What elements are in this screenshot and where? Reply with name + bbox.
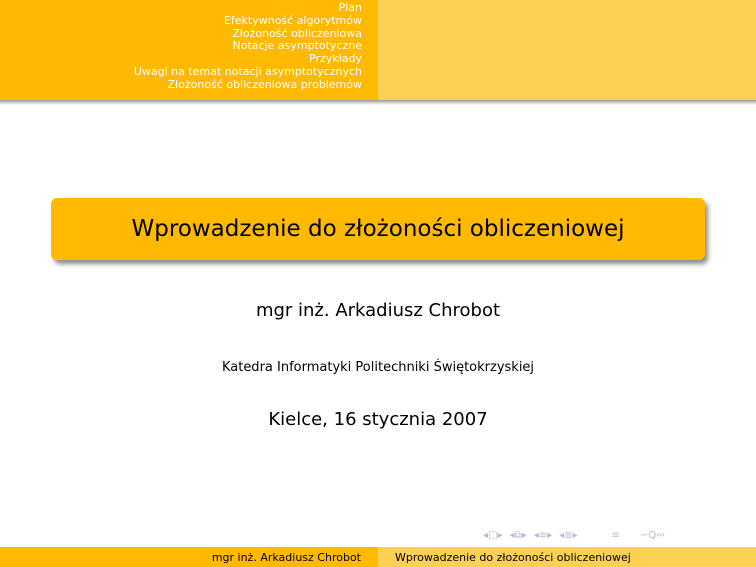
slide-author: mgr inż. Arkadiusz Chrobot: [255, 300, 501, 321]
align-icon[interactable]: ≡: [611, 530, 621, 541]
footer-left-panel: [0, 547, 378, 567]
nav-item-problemy[interactable]: Złożoność obliczeniowa problemów: [167, 77, 362, 91]
footer-bar: [0, 547, 756, 567]
subsection-next-icon[interactable]: ▸: [572, 530, 578, 541]
slide-institute: Katedra Informatyki Politechniki Świętokrzyskiej: [221, 360, 535, 375]
header-bar: [0, 0, 756, 100]
section-next-icon[interactable]: ▸: [547, 530, 553, 541]
navigation-symbols: [483, 529, 665, 543]
section-prev-icon[interactable]: ◂: [533, 530, 539, 541]
nav-item-zlozonosc[interactable]: Złożoność obliczeniowa: [232, 26, 362, 40]
frame-prev-icon[interactable]: ◂: [483, 530, 489, 541]
search-icon[interactable]: ∽Q∾: [640, 530, 665, 541]
frame-icon[interactable]: □: [488, 530, 498, 541]
slide-title: Wprowadzenie do złożoności obliczeniowej: [131, 216, 625, 242]
header-shadow: [0, 100, 756, 105]
frame-next-icon[interactable]: ▸: [497, 530, 503, 541]
nav-item-notacje[interactable]: Notacje asymptotyczne: [232, 39, 362, 53]
nav-item-przyklady[interactable]: Przykłady: [309, 52, 362, 66]
subframe-prev-icon[interactable]: ◂: [509, 530, 515, 541]
section-navigation: [134, 2, 362, 92]
slide-date: Kielce, 16 stycznia 2007: [268, 409, 488, 430]
nav-item-plan[interactable]: Plan: [338, 1, 362, 14]
header-left-panel: [0, 0, 378, 100]
subsection-prev-icon[interactable]: ◂: [559, 530, 565, 541]
nav-item-uwagi[interactable]: Uwagi na temat notacji asymptotycznych: [133, 64, 362, 78]
nav-item-efektywnosc[interactable]: Efektywność algorytmów: [223, 13, 362, 27]
subframe-next-icon[interactable]: ▸: [521, 530, 527, 541]
section-icon[interactable]: ≡: [538, 530, 548, 541]
subsection-icon[interactable]: ≣: [564, 530, 573, 541]
header-right-panel: [378, 0, 756, 100]
footer-right-panel: [378, 547, 756, 567]
subframe-icon[interactable]: ⧉: [514, 530, 522, 541]
title-box: [51, 198, 705, 260]
footer-title: Wprowadzenie do złożoności obliczeniowej: [395, 550, 631, 564]
footer-author: mgr inż. Arkadiusz Chrobot: [211, 550, 361, 564]
